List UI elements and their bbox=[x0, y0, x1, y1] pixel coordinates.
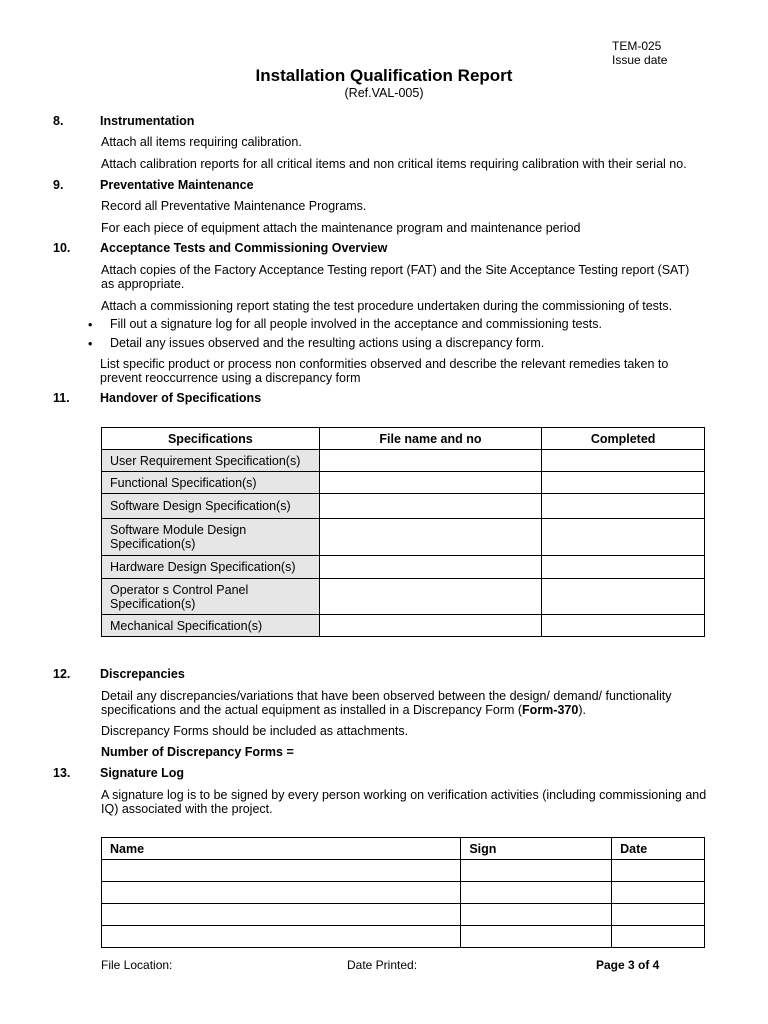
section-12-para-2: Discrepancy Forms should be included as attachments. bbox=[101, 724, 409, 738]
name-cell[interactable] bbox=[102, 926, 461, 948]
page-number: Page 3 of 4 bbox=[596, 958, 660, 972]
date-cell[interactable] bbox=[612, 882, 705, 904]
column-header: Sign bbox=[461, 838, 612, 860]
section-8-number: 8. bbox=[53, 114, 64, 128]
column-header: Name bbox=[102, 838, 461, 860]
file-name-cell[interactable] bbox=[319, 615, 542, 637]
file-location-label: File Location: bbox=[101, 958, 173, 972]
discrepancy-count-label: Number of Discrepancy Forms = bbox=[101, 745, 294, 759]
table-row bbox=[102, 615, 705, 637]
bullet-icon: • bbox=[88, 318, 93, 332]
table-row bbox=[102, 860, 705, 882]
section-10-heading: Acceptance Tests and Commissioning Overview bbox=[100, 241, 388, 255]
file-name-cell[interactable] bbox=[319, 579, 542, 615]
date-printed-label: Date Printed: bbox=[347, 958, 418, 972]
date-cell[interactable] bbox=[612, 926, 705, 948]
section-10-para-2: Attach a commissioning report stating the test procedure undertaken during the commissioning of tests. bbox=[101, 299, 673, 313]
bullet-icon: • bbox=[88, 337, 93, 351]
completed-cell[interactable] bbox=[542, 556, 705, 579]
file-name-cell[interactable] bbox=[319, 556, 542, 579]
table-row bbox=[102, 904, 705, 926]
table-row bbox=[102, 579, 705, 615]
spec-name-cell: User Requirement Specification(s) bbox=[102, 450, 320, 472]
table-header-row bbox=[102, 428, 705, 450]
sign-cell[interactable] bbox=[461, 926, 612, 948]
table-row bbox=[102, 472, 705, 494]
spec-name-cell: Hardware Design Specification(s) bbox=[102, 556, 320, 579]
completed-cell[interactable] bbox=[542, 615, 705, 637]
section-12-para-1-pre: Detail any discrepancies/variations that have been observed between the design/ demand/ functionality specifications and the actual equipment as installed in a Discrepancy Form ( bbox=[101, 689, 672, 717]
completed-cell[interactable] bbox=[542, 519, 705, 556]
completed-cell[interactable] bbox=[542, 494, 705, 519]
section-10-bullet-2: Detail any issues observed and the resulting actions using a discrepancy form. bbox=[110, 336, 545, 350]
section-8-para-1: Attach all items requiring calibration. bbox=[101, 135, 302, 149]
section-12-para-1 bbox=[101, 689, 701, 717]
table-row bbox=[102, 556, 705, 579]
column-header: File name and no bbox=[319, 428, 542, 450]
section-11-heading: Handover of Specifications bbox=[100, 391, 262, 405]
column-header: Specifications bbox=[102, 428, 320, 450]
completed-cell[interactable] bbox=[542, 450, 705, 472]
section-13-heading: Signature Log bbox=[100, 766, 185, 780]
section-12-number: 12. bbox=[53, 667, 71, 681]
sign-cell[interactable] bbox=[461, 882, 612, 904]
table-row bbox=[102, 494, 705, 519]
page-title: Installation Qualification Report bbox=[255, 66, 513, 85]
completed-cell[interactable] bbox=[542, 472, 705, 494]
file-name-cell[interactable] bbox=[319, 519, 542, 556]
spec-name-cell: Software Module Design Specification(s) bbox=[102, 519, 320, 556]
form-reference: Form-370 bbox=[522, 703, 579, 717]
section-8-heading: Instrumentation bbox=[100, 114, 195, 128]
reference: (Ref.VAL-005) bbox=[344, 86, 424, 100]
name-cell[interactable] bbox=[102, 860, 461, 882]
section-9-heading: Preventative Maintenance bbox=[100, 178, 254, 192]
name-cell[interactable] bbox=[102, 904, 461, 926]
doc-meta bbox=[612, 39, 667, 67]
file-name-cell[interactable] bbox=[319, 472, 542, 494]
section-8-para-2: Attach calibration reports for all critical items and non critical items requiring calibration with their serial no. bbox=[101, 157, 687, 171]
doc-code: TEM-025 bbox=[612, 39, 662, 53]
date-cell[interactable] bbox=[612, 860, 705, 882]
section-13-number: 13. bbox=[53, 766, 71, 780]
file-name-cell[interactable] bbox=[319, 494, 542, 519]
column-header: Completed bbox=[542, 428, 705, 450]
section-10-para-3: List specific product or process non conformities observed and describe the relevant remedies taken to prevent reoccurrence using a discrepancy form bbox=[100, 357, 669, 385]
table-row bbox=[102, 882, 705, 904]
table-header-row bbox=[102, 838, 705, 860]
signature-log-table bbox=[101, 837, 705, 948]
sign-cell[interactable] bbox=[461, 860, 612, 882]
completed-cell[interactable] bbox=[542, 579, 705, 615]
date-cell[interactable] bbox=[612, 904, 705, 926]
section-9-para-1: Record all Preventative Maintenance Programs. bbox=[101, 199, 367, 213]
table-row bbox=[102, 450, 705, 472]
name-cell[interactable] bbox=[102, 882, 461, 904]
section-9-para-2: For each piece of equipment attach the maintenance program and maintenance period bbox=[101, 221, 581, 235]
section-13-para-1: A signature log is to be signed by every person working on verification activities (including commissioning and IQ) associated with the project. bbox=[101, 788, 707, 816]
spec-name-cell: Functional Specification(s) bbox=[102, 472, 320, 494]
column-header: Date bbox=[612, 838, 705, 860]
section-11-number: 11. bbox=[53, 391, 70, 405]
file-name-cell[interactable] bbox=[319, 450, 542, 472]
section-9-number: 9. bbox=[53, 178, 64, 192]
section-10-para-1: Attach copies of the Factory Acceptance Testing report (FAT) and the Site Acceptance Testing report (SAT) as appropriate. bbox=[101, 263, 690, 291]
table-row bbox=[102, 519, 705, 556]
section-12-heading: Discrepancies bbox=[100, 667, 185, 681]
spec-name-cell: Mechanical Specification(s) bbox=[102, 615, 320, 637]
sign-cell[interactable] bbox=[461, 904, 612, 926]
specifications-table bbox=[101, 427, 705, 637]
spec-name-cell: Operator s Control Panel Specification(s) bbox=[102, 579, 320, 615]
table-row bbox=[102, 926, 705, 948]
spec-name-cell: Software Design Specification(s) bbox=[102, 494, 320, 519]
section-12-para-1-post: ). bbox=[578, 703, 586, 717]
section-10-number: 10. bbox=[53, 241, 71, 255]
section-10-bullet-1: Fill out a signature log for all people involved in the acceptance and commissioning tests. bbox=[110, 317, 602, 331]
issue-date-label: Issue date bbox=[612, 53, 668, 67]
